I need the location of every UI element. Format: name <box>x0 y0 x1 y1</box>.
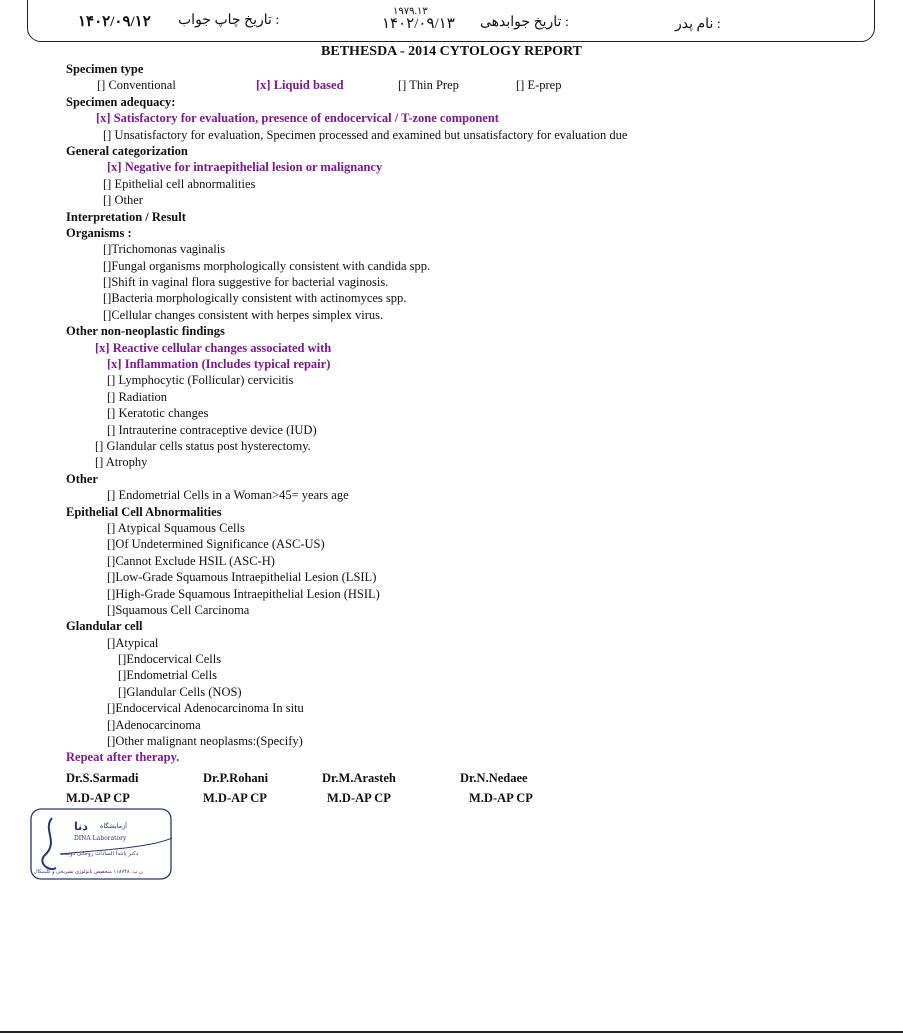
glandular-item: []Adenocarcinoma <box>107 717 201 732</box>
organism-item: []Bacteria morphologically consistent with actinomyces spp. <box>103 291 407 306</box>
glandular-subitem: []Endocervical Cells <box>118 652 222 667</box>
lab-stamp <box>30 808 172 880</box>
epithelial-item: []Cannot Exclude HSIL (ASC-H) <box>107 553 275 568</box>
svg-text:دنا: دنا <box>74 820 88 833</box>
organism-item: []Shift in vaginal flora suggestive for bacterial vaginosis. <box>103 275 389 290</box>
print-date-label: تاریخ چاپ جواب : <box>178 13 280 28</box>
glandular-subitem: []Endometrial Cells <box>118 668 217 683</box>
signature-degree: M.D-AP CP <box>66 791 130 805</box>
epithelial-item: []Low-Grade Squamous Intraepithelial Lesion (LSIL) <box>107 570 377 585</box>
finding-item: [] Glandular cells status post hysterectomy. <box>95 438 311 453</box>
glandular-item: []Atypical <box>107 635 159 650</box>
finding-item: [] Lymphocytic (Follicular) cervicitis <box>107 373 294 388</box>
specimen-type-options <box>66 77 886 93</box>
category-other: [] Other <box>103 193 143 208</box>
glandular-item: []Other malignant neoplasms:(Specify) <box>107 734 303 749</box>
svg-text:دکتر پانته‌آ السادات روحانی دو: دکتر پانته‌آ السادات روحانی دوست <box>60 851 139 857</box>
section-heading: Epithelial Cell Abnormalities <box>66 504 222 519</box>
section-heading: Specimen type <box>66 62 144 76</box>
organism-item: []Trichomonas vaginalis <box>103 242 226 257</box>
report-body <box>66 61 886 766</box>
father-name-label: نام پدر : <box>675 17 721 32</box>
signature-degree: M.D-AP CP <box>203 791 267 805</box>
page-bottom-rule <box>0 1031 903 1033</box>
section-heading: Specimen adequacy: <box>66 94 176 109</box>
epithelial-item: []High-Grade Squamous Intraepithelial Lesion (HSIL) <box>107 586 380 601</box>
category-epithelial: [] Epithelial cell abnormalities <box>103 176 256 191</box>
section-heading: Glandular cell <box>66 619 143 634</box>
section-heading: General categorization <box>66 143 188 158</box>
other-item: [] Endometrial Cells in a Woman>45= years age <box>107 488 349 503</box>
finding-item: [] Radiation <box>107 389 168 404</box>
epithelial-item: []Of Undetermined Significance (ASC-US) <box>107 537 325 552</box>
finding-inflammation: [x] Inflammation (Includes typical repair) <box>107 357 331 372</box>
stamp-graphic <box>30 808 172 880</box>
option-e-prep: [] E-prep <box>516 78 562 93</box>
option-liquid-based: [x] Liquid based <box>256 78 344 93</box>
option-thin-prep: [] Thin Prep <box>398 78 459 93</box>
signature-name: Dr.S.Sarmadi <box>66 771 139 785</box>
recommendation: Repeat after therapy. <box>66 750 180 765</box>
svg-text:ن پ: ۱۱۸۷۴۸ متخصص پاتولوژی ت: ن پ: ۱۱۸۷۴۸ متخصص پاتولوژی تشریحی و کلینیکال <box>34 869 143 875</box>
signature-name: Dr.M.Arasteh <box>322 771 396 785</box>
answer-date-value: ۱۴۰۲/۰۹/۱۳ <box>382 16 455 32</box>
svg-text:DINA Laboratory: DINA Laboratory <box>74 835 127 842</box>
answer-small-number: ۱۹۷۹.۱۳ <box>393 6 428 17</box>
option-conventional: [] Conventional <box>97 78 176 93</box>
organism-item: []Fungal organisms morphologically consistent with candida spp. <box>103 258 431 273</box>
signature-name: Dr.P.Rohani <box>203 771 269 785</box>
finding-item: [] Keratotic changes <box>107 406 209 421</box>
finding-item: [] Atrophy <box>95 455 148 470</box>
signature-degree: M.D-AP CP <box>327 791 391 805</box>
adequacy-satisfactory: [x] Satisfactory for evaluation, presence of endocervical / T-zone component <box>96 111 499 126</box>
epithelial-item: []Squamous Cell Carcinoma <box>107 602 250 617</box>
signature-name: Dr.N.Nedaee <box>460 771 528 785</box>
finding-reactive: [x] Reactive cellular changes associated with <box>95 340 332 355</box>
epithelial-item: [] Atypical Squamous Cells <box>107 520 245 535</box>
section-heading: Other <box>66 471 98 486</box>
answer-date-label: تاریخ جوابدهی : <box>480 15 569 30</box>
section-heading: Interpretation / Result <box>66 209 186 224</box>
svg-text:آزمایشگاه: آزمایشگاه <box>100 822 127 830</box>
section-heading: Other non-neoplastic findings <box>66 324 225 339</box>
organism-item: []Cellular changes consistent with herpes simplex virus. <box>103 307 384 322</box>
report-title: BETHESDA - 2014 CYTOLOGY REPORT <box>321 44 582 59</box>
category-negative: [x] Negative for intraepithelial lesion or malignancy <box>107 160 383 175</box>
adequacy-unsatisfactory: [] Unsatisfactory for evaluation, Specimen processed and examined but unsatisfactory for evaluation due <box>103 127 628 142</box>
section-heading: Organisms : <box>66 225 132 240</box>
print-date-value: ۱۴۰۲/۰۹/۱۲ <box>78 14 151 30</box>
glandular-subitem: []Glandular Cells (NOS) <box>118 684 242 699</box>
finding-item: [] Intrauterine contraceptive device (IUD) <box>107 422 317 437</box>
glandular-item: []Endocervical Adenocarcinoma In situ <box>107 701 304 716</box>
signature-degree: M.D-AP CP <box>469 791 533 805</box>
